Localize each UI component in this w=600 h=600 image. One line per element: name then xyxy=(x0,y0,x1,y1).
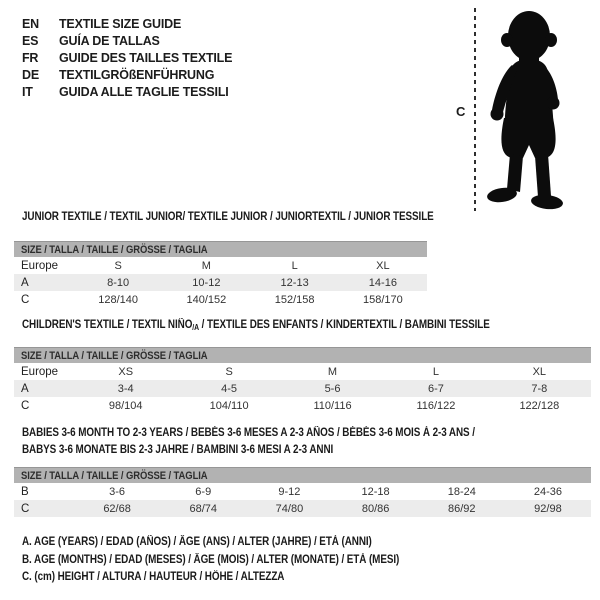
size-cell: S xyxy=(114,259,122,272)
size-cell: 18-24 xyxy=(447,485,476,498)
row-label: A xyxy=(21,276,29,289)
table-row xyxy=(14,500,591,517)
height-measure-line xyxy=(474,8,476,211)
size-cell: 74/80 xyxy=(275,502,304,515)
size-cell: 80/86 xyxy=(361,502,390,515)
size-cell: 152/158 xyxy=(274,293,315,306)
language-text: TEXTILGRÖßENFÜHRUNG xyxy=(59,67,215,82)
size-cell: 62/68 xyxy=(103,502,131,515)
row-label: Europe xyxy=(21,365,59,378)
size-cell: 6-9 xyxy=(195,485,212,498)
size-cell: 5-6 xyxy=(324,382,341,395)
language-code: FR xyxy=(22,50,39,65)
footnote-age-years: A. AGE (YEARS) / EDAD (AÑOS) / ÂGE (ANS) / ALTER (JAHRE) / ETÀ (ANNI) xyxy=(22,536,372,548)
row-label: B xyxy=(21,485,29,498)
babies-size-table xyxy=(14,467,591,517)
row-label: A xyxy=(21,382,29,395)
size-cell: 92/98 xyxy=(534,502,562,515)
table-row xyxy=(14,397,591,414)
language-code: EN xyxy=(22,16,39,31)
language-row xyxy=(22,49,232,66)
size-header-bar: SIZE / TALLA / TAILLE / GRÖSSE / TAGLIA xyxy=(14,347,591,363)
size-cell: 104/110 xyxy=(209,399,249,412)
size-cell: 140/152 xyxy=(186,293,227,306)
language-text: GUIDE DES TAILLES TEXTILE xyxy=(59,50,233,65)
baby-silhouette-icon xyxy=(484,6,572,214)
section-title-children: CHILDREN'S TEXTILE / TEXTIL $NIÑO_{/A}$ / TEXTILE DES ENFANTS / KINDERTEXTIL / BAMBINI TESSILE xyxy=(22,319,490,332)
size-cell: 10-12 xyxy=(192,276,221,289)
table-row xyxy=(14,483,591,500)
size-cell: 24-36 xyxy=(533,485,563,498)
size-cell: XL xyxy=(376,259,390,272)
size-cell: 158/170 xyxy=(362,293,403,306)
size-cell: 7-8 xyxy=(531,382,548,395)
size-cell: 68/74 xyxy=(189,502,218,515)
size-cell: 98/104 xyxy=(108,399,143,412)
size-cell: 14-16 xyxy=(368,276,397,289)
size-cell: L xyxy=(432,365,439,378)
section-title-junior: JUNIOR TEXTILE / TEXTIL JUNIOR/ TEXTILE JUNIOR / JUNIORTEXTIL / JUNIOR TESSILE xyxy=(22,211,434,223)
size-cell: M xyxy=(327,365,338,378)
size-cell: 110/116 xyxy=(313,399,352,412)
size-header-bar: SIZE / TALLA / TAILLE / GRÖSSE / TAGLIA xyxy=(14,467,591,483)
size-cell: 116/122 xyxy=(416,399,456,412)
footnote-age-months: B. AGE (MONTHS) / EDAD (MESES) / ÂGE (MOIS) / ALTER (MONATE) / ETÀ (MESI) xyxy=(22,553,400,566)
row-label: C xyxy=(21,399,30,412)
footnotes xyxy=(22,536,461,589)
language-row xyxy=(22,66,232,83)
table-row xyxy=(14,257,427,274)
size-cell: S xyxy=(225,365,233,378)
size-cell: 8-10 xyxy=(107,276,130,289)
size-cell: 128/140 xyxy=(98,293,138,306)
size-cell: 12-18 xyxy=(361,485,390,498)
size-cell: 6-7 xyxy=(427,382,444,395)
size-cell: 9-12 xyxy=(278,485,301,498)
section-title-babies-line2: BABYS 3-6 MONATE BIS 2-3 JAHRE / BAMBINI 3-6 MESI A 2-3 ANNI xyxy=(22,444,334,456)
junior-size-table xyxy=(14,241,427,308)
language-code: DE xyxy=(22,67,39,82)
size-cell: 12-13 xyxy=(280,276,309,289)
nino-a-subscript: /A xyxy=(192,323,200,332)
row-label: Europe xyxy=(21,259,59,272)
language-code: ES xyxy=(22,33,39,48)
table-row xyxy=(14,274,427,291)
table-row xyxy=(14,380,591,397)
language-row xyxy=(22,15,232,32)
language-title-block xyxy=(22,15,232,100)
size-cell: 4-5 xyxy=(221,382,238,395)
measure-label-c: C xyxy=(456,104,466,119)
language-row xyxy=(22,32,232,49)
size-cell: 3-4 xyxy=(117,382,134,395)
size-cell: 3-6 xyxy=(109,485,126,498)
row-label: C xyxy=(21,502,30,515)
section-title-babies-line1: BABIES 3-6 MONTH TO 2-3 YEARS / BEBÉS 3-6 MESES A 2-3 AÑOS / BÉBÉS 3-6 MOIS À 2-3 ANS / xyxy=(22,427,475,439)
language-row xyxy=(22,83,232,100)
table-row xyxy=(14,291,427,308)
language-text: GUIDA ALLE TAGLIE TESSILI xyxy=(59,84,229,99)
size-cell: XS xyxy=(118,365,134,378)
footnote-height-cm: C. (cm) HEIGHT / ALTURA / HAUTEUR / HÖHE / ALTEZZA xyxy=(22,571,285,583)
size-cell: 122/128 xyxy=(519,399,560,412)
language-code: IT xyxy=(22,84,33,99)
language-text: TEXTILE SIZE GUIDE xyxy=(59,16,182,31)
children-size-table xyxy=(14,347,591,414)
size-cell: L xyxy=(291,259,298,272)
language-text: GUÍA DE TALLAS xyxy=(59,33,160,48)
row-label: C xyxy=(21,293,30,306)
table-row xyxy=(14,363,591,380)
size-cell: 86/92 xyxy=(448,502,476,515)
size-header-bar: SIZE / TALLA / TAILLE / GRÖSSE / TAGLIA xyxy=(14,241,427,257)
size-cell: XL xyxy=(532,365,547,378)
size-cell: M xyxy=(201,259,211,272)
